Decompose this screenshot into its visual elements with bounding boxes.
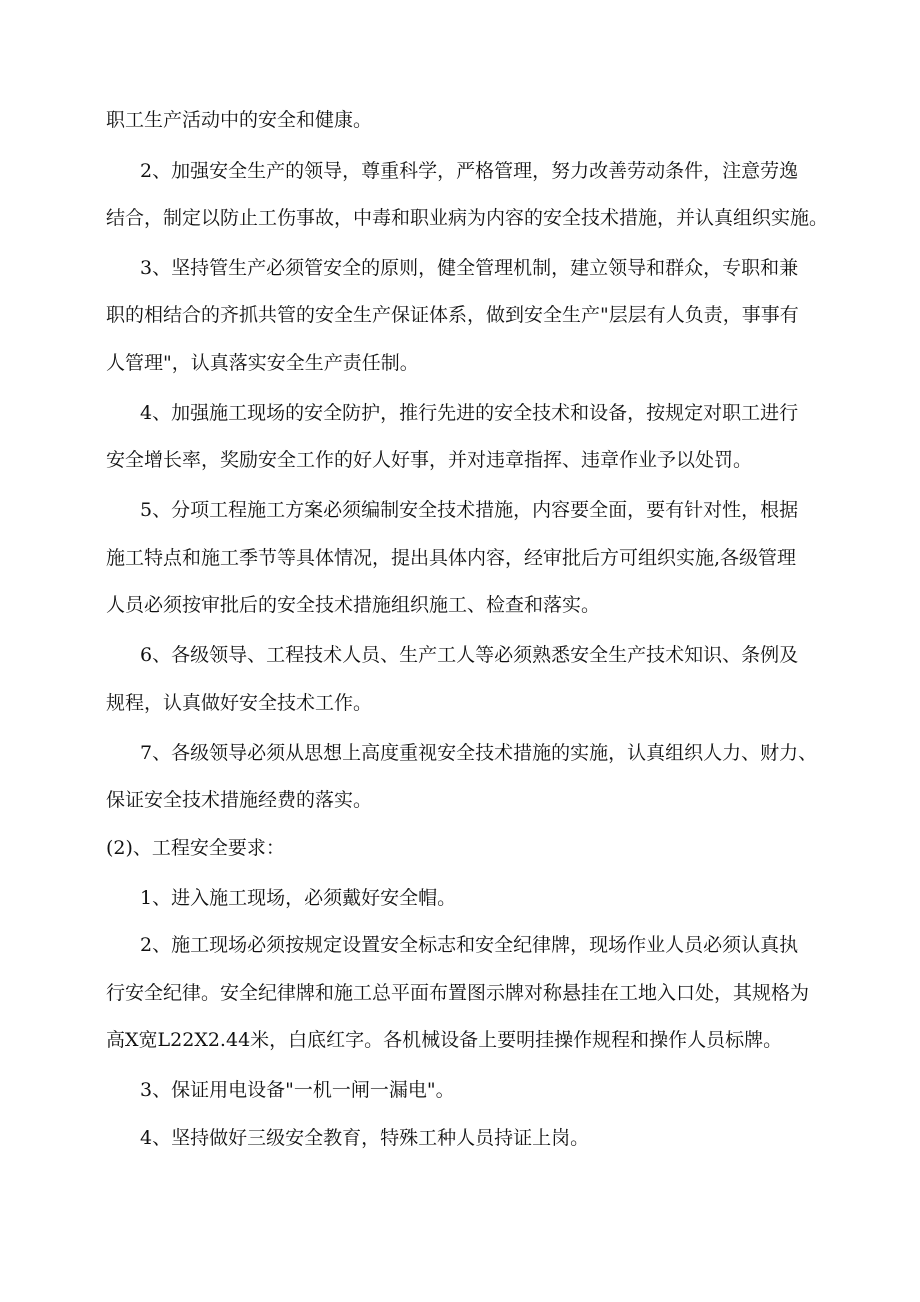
paragraph-line: 2、施工现场必须按规定设置安全标志和安全纪律牌，现场作业人员必须认真执 <box>140 934 799 956</box>
paragraph-line: 7、各级领导必须从思想上高度重视安全技术措施的实施，认真组织人力、财力、 <box>140 742 818 764</box>
paragraph-line: 6、各级领导、工程技术人员、生产工人等必须熟悉安全生产技术知识、条例及 <box>140 644 799 666</box>
text-line: 高X宽L22X2.44米，白底红字。各机械设备上要明挂操作规程和操作人员标牌。 <box>106 1029 783 1051</box>
paragraph-line: 4、加强施工现场的安全防护，推行先进的安全技术和设备，按规定对职工进行 <box>140 402 799 424</box>
text-line: 施工特点和施工季节等具体情况，提出具体内容，经审批后方可组织实施,各级管理 <box>106 547 797 569</box>
text-line: 保证安全技术措施经费的落实。 <box>106 789 373 811</box>
text-line: 规程，认真做好安全技术工作。 <box>106 692 373 714</box>
text-line: 行安全纪律。安全纪律牌和施工总平面布置图示牌对称悬挂在工地入口处，其规格为 <box>106 982 810 1004</box>
text-line: 职工生产活动中的安全和健康。 <box>106 109 373 131</box>
paragraph-line: 2、加强安全生产的领导，尊重科学，严格管理，努力改善劳动条件，注意劳逸 <box>140 160 799 182</box>
paragraph-line: 5、分项工程施工方案必须编制安全技术措施，内容要全面，要有针对性，根据 <box>140 499 799 521</box>
text-line: 人管理"，认真落实安全生产责任制。 <box>106 352 419 374</box>
paragraph-line: 3、保证用电设备"一机一闸一漏电"。 <box>140 1079 455 1101</box>
paragraph-line: 3、坚持管生产必须管安全的原则，健全管理机制，建立领导和群众，专职和兼 <box>140 257 799 279</box>
paragraph-line: 1、进入施工现场，必须戴好安全帽。 <box>140 887 457 909</box>
text-line: 职的相结合的齐抓共管的安全生产保证体系，做到安全生产"层层有人负责，事事有 <box>106 304 799 326</box>
paragraph-line: 4、坚持做好三级安全教育，特殊工种人员持证上岗。 <box>140 1127 590 1149</box>
text-line: 人员必须按审批后的安全技术措施组织施工、检查和落实。 <box>106 594 601 616</box>
text-line: 安全增长率，奖励安全工作的好人好事，并对违章指挥、违章作业予以处罚。 <box>106 449 753 471</box>
text-line: 结合，制定以防止工伤事故，中毒和职业病为内容的安全技术措施，并认真组织实施。 <box>106 207 829 229</box>
section-heading: (2)、工程安全要求： <box>106 837 285 859</box>
